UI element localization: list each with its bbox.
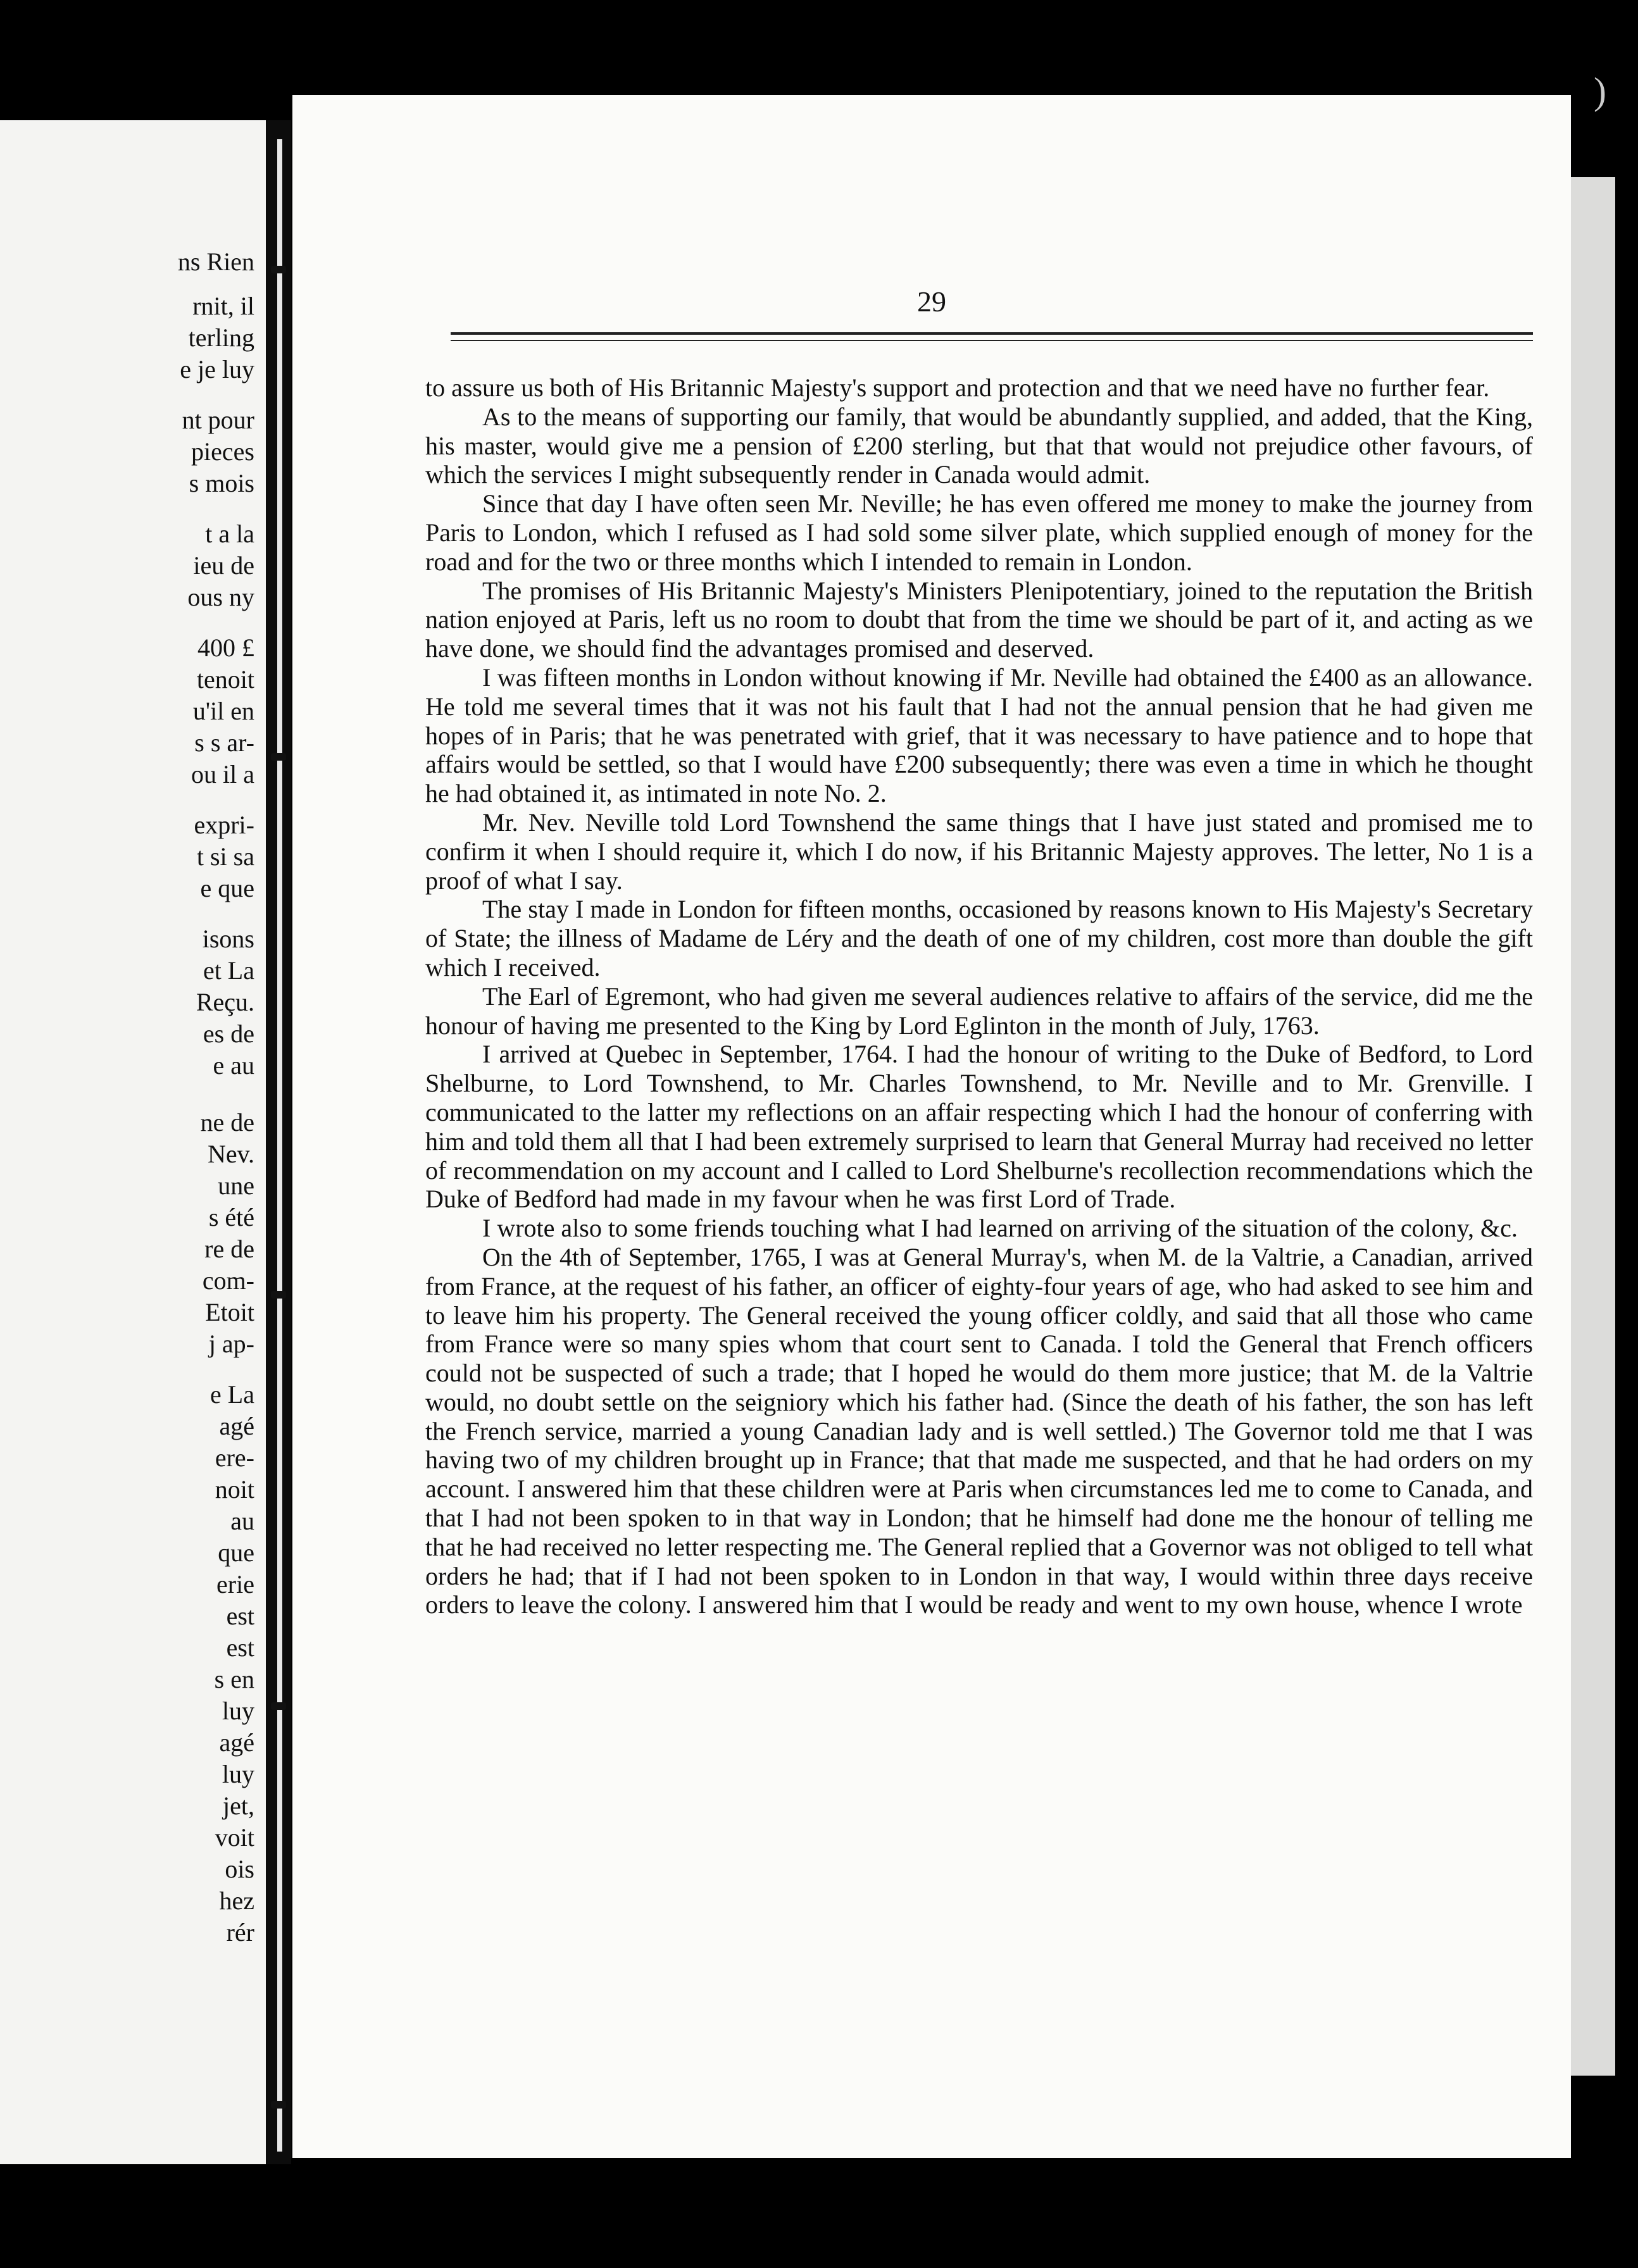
paragraph: The Earl of Egremont, who had given me several audiences relative to affairs of the service, did me the honour of having me presented to the King by Lord Eglinton in the month of July, 1763. bbox=[425, 981, 1533, 1040]
paragraph: On the 4th of September, 1765, I was at General Murray's, when M. de la Valtrie, a Canadian, arrived from France, at the request of his father, an officer of eighty-four years of age, who had asked to see him and to leave him his property. The General received the young officer coldly, and said that all those who came from France were so many spies whom that court sent to Canada. I told the General that French officers could not be suspected of such a trade; that I hoped he would do them more justice; that M. de la Valtrie would, no doubt settle on the seigniory which his father had. (Since the death of his father, the son has left the French service, married a young Canadian lady and is well settled.) The Governor told me that I was having two of my children brought up in France; that that made me suspected, and that he had orders on my account. I answered him that these children were at Paris when circumstances led me to come to Canada, and that I had not been spoken to in that way in London; that he himself had done me the honour of telling me that he had received no letter respecting me. The General replied that a Governor was not obliged to tell what orders he had; that if I had not been spoken to in London in that way, I would within three days receive orders to leave the colony. I answered him that I would be ready and went to my own house, whence I wrote bbox=[425, 1242, 1533, 1619]
facing-page-fragment: et La bbox=[203, 956, 254, 985]
paragraph: As to the means of supporting our family, that would be abundantly supplied, and added, that the King, his master, would give me a pension of £200 sterling, but that that would not prejudice other favours, of which the services I might subsequently render in Canada would admit. bbox=[425, 402, 1533, 489]
paragraph: The promises of His Britannic Majesty's Ministers Plenipotentiary, joined to the reputation the British nation enjoyed at Paris, left us no room to doubt that from the time we should be part of it, and acting as we have done, we should find the advantages promised and deserved. bbox=[425, 576, 1533, 663]
paragraph: to assure us both of His Britannic Majesty's support and protection and that we need have no further fear. bbox=[425, 373, 1490, 402]
facing-page-fragment: Etoit bbox=[205, 1298, 254, 1326]
body-text bbox=[425, 373, 1533, 1619]
paragraph: I wrote also to some friends touching what I had learned on arriving of the situation of the colony, &c. bbox=[482, 1214, 1518, 1243]
facing-page-fragment: luy bbox=[222, 1760, 254, 1788]
paragraph: Since that day I have often seen Mr. Neville; he has even offered me money to make the journey from Paris to London, which I refused as I had sold some silver plate, which supplied enough of money for the road and for the two or three months which I intended to remain in London. bbox=[425, 489, 1533, 576]
facing-page-fragment: e au bbox=[213, 1051, 254, 1080]
binding-stitch bbox=[271, 753, 286, 761]
facing-page-fragment: ois bbox=[225, 1855, 254, 1883]
paragraph: I arrived at Quebec in September, 1764. I had the honour of writing to the Duke of Bedford, to Lord Shelburne, to Lord Townshend, to Mr. Charles Townshend, to Mr. Neville and to Mr. Grenville. I communicated to the latter my reflections on an affair respecting which I had the honour of conferring with him and told them all that I had been extremely surprised to learn that General Murray had received no letter of recommendation on my account and I called to Lord Shelburne's recollection recommendations which the Duke of Bedford had made in my favour when he was first Lord of Trade. bbox=[425, 1040, 1533, 1214]
facing-page-fragment: ere- bbox=[215, 1443, 254, 1472]
facing-page-fragment: ieu de bbox=[193, 551, 254, 580]
facing-page bbox=[0, 120, 266, 2164]
facing-page-fragment: terling bbox=[188, 323, 254, 352]
facing-page-fragment: t a la bbox=[205, 520, 254, 548]
facing-page-fragment: ou il a bbox=[191, 760, 254, 788]
facing-page-fragment: luy bbox=[222, 1697, 254, 1725]
facing-page-fragment: noit bbox=[215, 1475, 254, 1504]
paragraph: The stay I made in London for fifteen months, occasioned by reasons known to His Majesty's Secretary of State; the illness of Madame de Léry and the death of one of my children, cost more than double the gift which I received. bbox=[425, 895, 1533, 981]
facing-page-fragment: 400 £ bbox=[197, 633, 254, 662]
facing-page-fragment: expri- bbox=[194, 811, 254, 839]
facing-page-fragment: e que bbox=[200, 874, 254, 902]
binding-stitch bbox=[271, 1291, 286, 1299]
facing-page-fragment: es de bbox=[203, 1019, 254, 1048]
facing-page-fragment: s en bbox=[214, 1665, 254, 1693]
facing-page-fragment: ns Rien bbox=[177, 247, 254, 276]
facing-page-fragment: e La bbox=[210, 1380, 254, 1409]
facing-page-fragment: pieces bbox=[191, 437, 254, 466]
facing-page-fragment: est bbox=[226, 1633, 254, 1662]
facing-page-fragment: com- bbox=[202, 1266, 254, 1295]
facing-page-fragment: que bbox=[218, 1538, 254, 1567]
facing-page-fragment: re de bbox=[204, 1235, 254, 1263]
binding-stitch bbox=[271, 1702, 286, 1710]
facing-page-fragment: s mois bbox=[189, 469, 254, 497]
facing-page-fragment: hez bbox=[219, 1886, 254, 1915]
paragraph: Mr. Nev. Neville told Lord Townshend the same things that I have just stated and promised me to confirm it when I should require it, which I do now, if his Britannic Majesty approves. The letter, No 1 is a proof of what I say. bbox=[425, 807, 1533, 895]
facing-page-fragment: agé bbox=[219, 1728, 254, 1757]
document-page bbox=[292, 95, 1571, 2158]
facing-page-fragment: j ap- bbox=[208, 1330, 254, 1358]
facing-page-fragment: au bbox=[230, 1507, 254, 1535]
facing-page-fragment: t si sa bbox=[196, 842, 254, 871]
facing-page-fragment: rér bbox=[226, 1918, 254, 1947]
facing-page-fragment: ne de bbox=[200, 1108, 254, 1137]
facing-page-fragment: agé bbox=[219, 1412, 254, 1440]
facing-page-fragment: ous ny bbox=[187, 583, 254, 611]
facing-page-fragment: Nev. bbox=[207, 1140, 254, 1168]
facing-page-fragment: e je luy bbox=[180, 355, 254, 383]
binding-spine bbox=[277, 139, 282, 2152]
facing-page-fragment: u'il en bbox=[192, 697, 254, 725]
header-rule bbox=[451, 332, 1533, 335]
facing-page-fragment: rnit, il bbox=[192, 292, 254, 320]
facing-page-fragment: Reçu. bbox=[196, 988, 254, 1016]
facing-page-fragment: voit bbox=[215, 1823, 254, 1852]
facing-page-fragment: est bbox=[226, 1602, 254, 1630]
page-number: 29 bbox=[917, 285, 946, 318]
page-edge-shadow bbox=[1571, 177, 1615, 2076]
facing-page-fragment: nt pour bbox=[182, 406, 254, 434]
facing-page-fragment: erie bbox=[216, 1570, 254, 1598]
binding-stitch bbox=[271, 266, 286, 273]
margin-mark: ) bbox=[1594, 70, 1606, 112]
facing-page-fragment: s s ar- bbox=[194, 728, 254, 757]
paragraph: I was fifteen months in London without knowing if Mr. Neville had obtained the £400 as an allowance. He told me several times that it was not his fault that I had not the annual pension that he had given me hopes of in Paris; that he was penetrated with grief, that it was necessary to have patience and to hope that affairs would be settled, so that I would have £200 subsequently; there was even a time in which he thought he had obtained it, as intimated in note No. 2. bbox=[425, 663, 1533, 808]
binding-stitch bbox=[271, 2101, 286, 2109]
facing-page-fragment: s été bbox=[208, 1203, 254, 1231]
header-rule-thin bbox=[451, 340, 1533, 341]
facing-page-fragment: une bbox=[218, 1171, 254, 1200]
facing-page-fragment: isons bbox=[202, 925, 254, 953]
facing-page-fragment: tenoit bbox=[196, 665, 254, 694]
facing-page-fragment: jet, bbox=[223, 1791, 254, 1820]
